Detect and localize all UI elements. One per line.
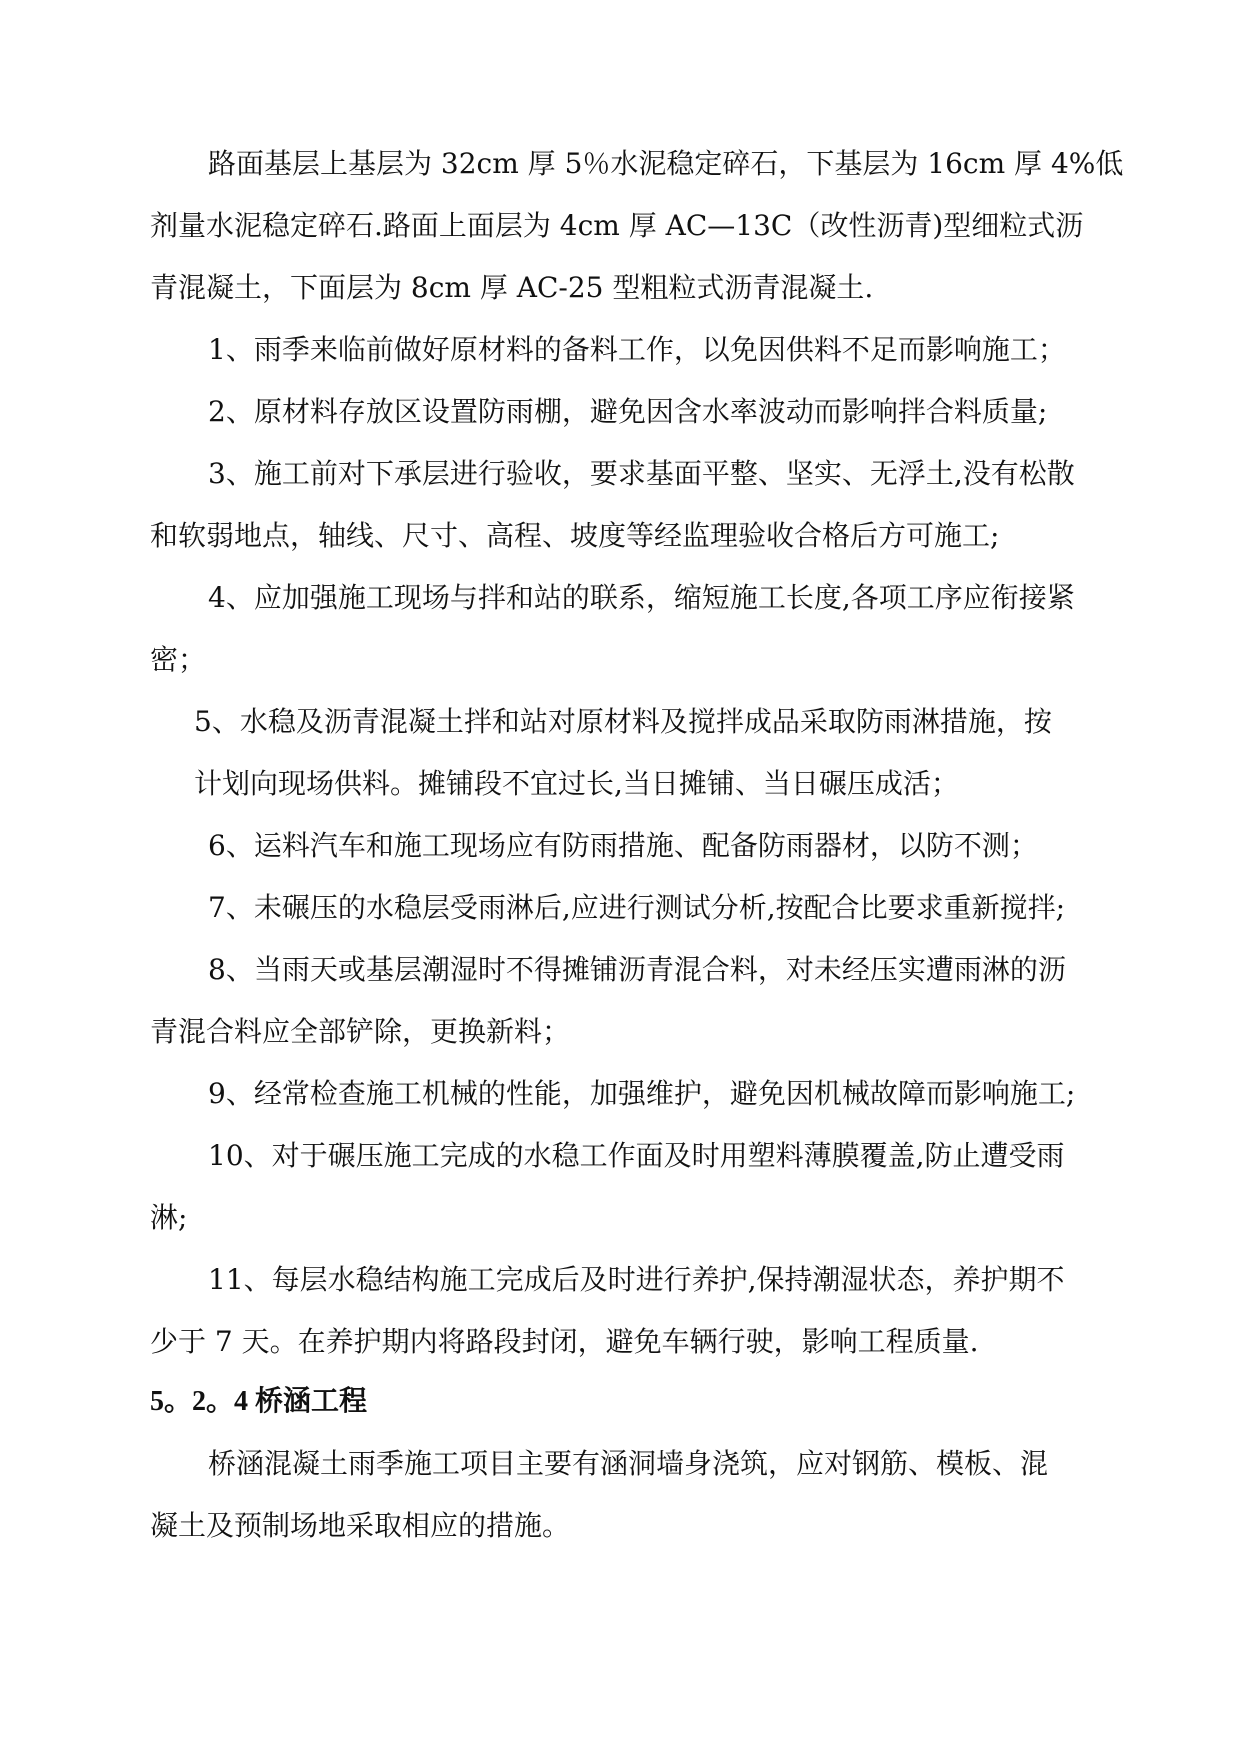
paragraph-line: 桥涵混凝土雨季施工项目主要有涵洞墙身浇筑，应对钢筋、模板、混 — [208, 1447, 1049, 1480]
paragraph-line: 路面基层上基层为 32cm 厚 5％水泥稳定碎石，下基层为 16cm 厚 4%低 — [208, 147, 1124, 180]
paragraph-line: 凝土及预制场地采取相应的措施。 — [150, 1509, 571, 1542]
list-item-6: 6、运料汽车和施工现场应有防雨措施、配备防雨器材，以防不测； — [208, 829, 1038, 862]
list-item-8-continued: 青混合料应全部铲除，更换新料； — [150, 1015, 571, 1048]
paragraph-line: 青混凝土，下面层为 8cm 厚 AC-25 型粗粒式沥青混凝土. — [150, 271, 874, 304]
list-item-8: 8、当雨天或基层潮湿时不得摊铺沥青混合料，对未经压实遭雨淋的沥 — [208, 953, 1066, 986]
list-item-11-continued: 少于 7 天。在养护期内将路段封闭，避免车辆行驶，影响工程质量. — [150, 1325, 979, 1358]
list-item-7: 7、未碾压的水稳层受雨淋后,应进行测试分析,按配合比要求重新搅拌; — [208, 891, 1066, 924]
list-item-10-continued: 淋; — [150, 1201, 188, 1234]
paragraph-line: 剂量水泥稳定碎石.路面上面层为 4cm 厚 AC—13C（改性沥青)型细粒式沥 — [150, 209, 1084, 242]
section-heading: 5。2。4 桥涵工程 — [150, 1386, 368, 1417]
list-item-4: 4、应加强施工现场与拌和站的联系，缩短施工长度,各项工序应衔接紧 — [208, 581, 1075, 614]
list-item-10: 10、对于碾压施工完成的水稳工作面及时用塑料薄膜覆盖,防止遭受雨 — [208, 1139, 1065, 1172]
list-item-11: 11、每层水稳结构施工完成后及时进行养护,保持潮湿状态，养护期不 — [208, 1263, 1065, 1296]
list-item-3-continued: 和软弱地点，轴线、尺寸、高程、坡度等经监理验收合格后方可施工; — [150, 519, 1000, 552]
list-item-2: 2、原材料存放区设置防雨棚，避免因含水率波动而影响拌合料质量; — [208, 395, 1048, 428]
list-item-5: 5、水稳及沥青混凝土拌和站对原材料及搅拌成品采取防雨淋措施，按 — [194, 705, 1052, 738]
list-item-1: 1、雨季来临前做好原材料的备料工作，以免因供料不足而影响施工； — [208, 333, 1066, 366]
list-item-9: 9、经常检查施工机械的性能，加强维护，避免因机械故障而影响施工; — [208, 1077, 1076, 1110]
list-item-4-continued: 密； — [150, 643, 207, 676]
list-item-3: 3、施工前对下承层进行验收，要求基面平整、坚实、无浮土,没有松散 — [208, 457, 1075, 490]
list-item-5-continued: 计划向现场供料。摊铺段不宜过长,当日摊铺、当日碾压成活； — [194, 767, 959, 800]
